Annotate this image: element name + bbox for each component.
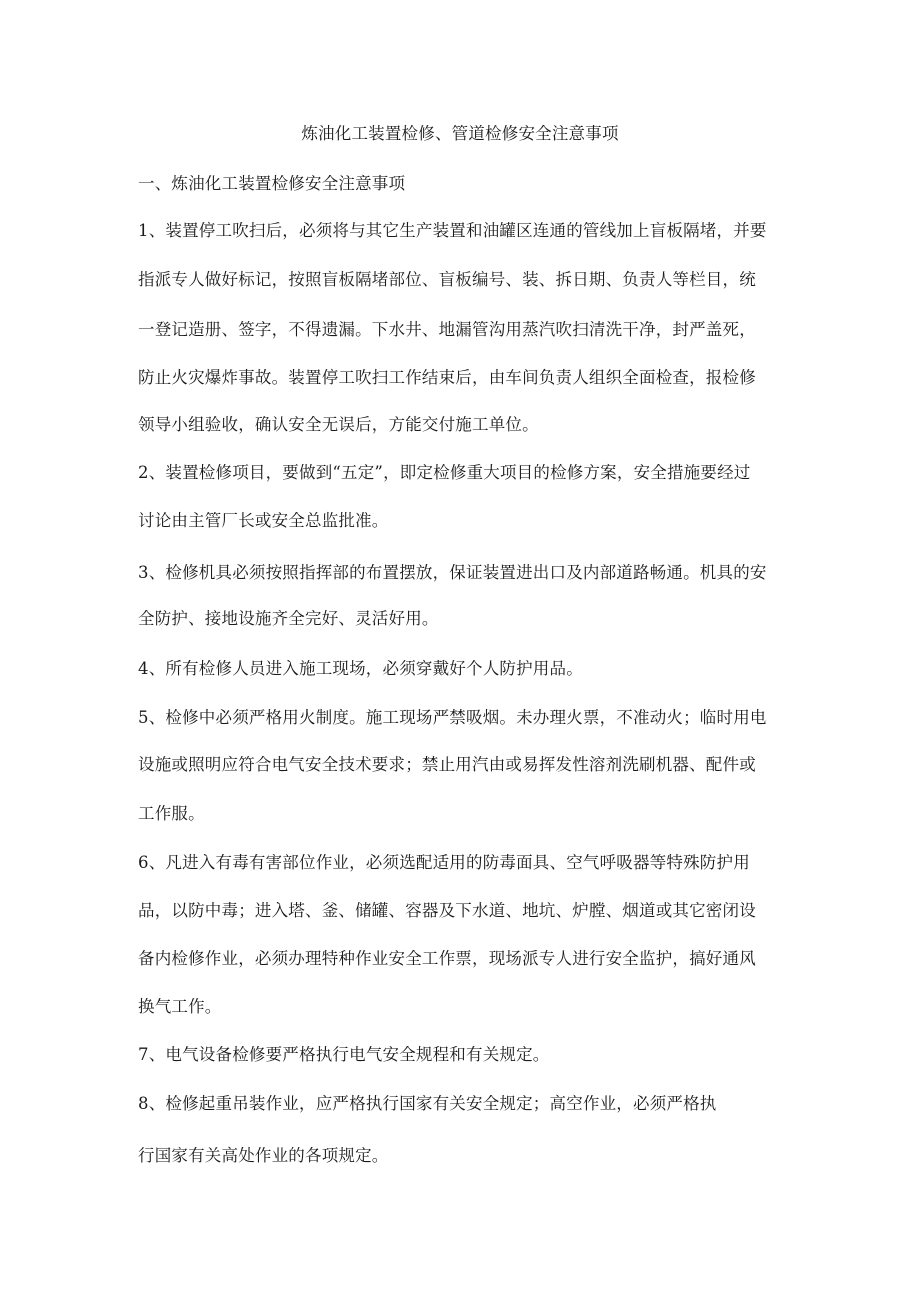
item-1-line-5: 领导小组验收，确认安全无误后，方能交付施工单位。 (138, 415, 539, 434)
item-8-line-1: 8、检修起重吊装作业，应严格执行国家有关安全规定；高空作业，必须严格执 (138, 1094, 717, 1113)
item-1-line-3: 一登记造册、签字，不得遗漏。下水井、地漏管沟用蒸汽吹扫清洗干净，封严盖死， (138, 320, 756, 339)
item-2-line-2: 讨论由主管厂长或安全总监批准。 (138, 511, 389, 530)
item-3-line-2: 全防护、接地设施齐全完好、灵活好用。 (138, 609, 439, 628)
document-title: 炼油化工装置检修、管道检修安全注意事项 (301, 124, 619, 143)
item-5-line-3: 工作服。 (138, 804, 205, 823)
item-5-line-1: 5、检修中必须严格用火制度。施工现场严禁吸烟。未办理火票，不准动火；临时用电 (138, 708, 767, 727)
item-7-line-1: 7、电气设备检修要严格执行电气安全规程和有关规定。 (138, 1045, 550, 1064)
item-1-line-1: 1、装置停工吹扫后，必须将与其它生产装置和油罐区连通的管线加上盲板隔堵，并要 (138, 221, 767, 240)
item-1-line-2: 指派专人做好标记，按照盲板隔堵部位、盲板编号、装、拆日期、负责人等栏目，统 (138, 270, 756, 289)
item-1-line-4: 防止火灾爆炸事故。装置停工吹扫工作结束后，由车间负责人组织全面检查，报检修 (138, 368, 756, 387)
item-3-line-1: 3、检修机具必须按照指挥部的布置摆放，保证装置进出口及内部道路畅通。机具的安 (138, 563, 767, 582)
item-4-line-1: 4、所有检修人员进入施工现场，必须穿戴好个人防护用品。 (138, 659, 583, 678)
item-8-line-2: 行国家有关高处作业的各项规定。 (138, 1146, 389, 1165)
item-6-line-2: 品，以防中毒；进入塔、釜、储罐、容器及下水道、地坑、炉膛、烟道或其它密闭设 (138, 901, 756, 920)
item-5-line-2: 设施或照明应符合电气安全技术要求；禁止用汽由或易挥发性溶剂洗刷机器、配件或 (138, 755, 756, 774)
item-2-line-1: 2、装置检修项目，要做到“五定”，即定检修重大项目的检修方案，安全措施要经过 (138, 463, 751, 482)
section-heading: 一、炼油化工装置检修安全注意事项 (138, 174, 406, 193)
item-6-line-3: 备内检修作业，必须办理特种作业安全工作票，现场派专人进行安全监护，搞好通风 (138, 949, 756, 968)
item-6-line-4: 换气工作。 (138, 997, 222, 1016)
item-6-line-1: 6、凡进入有毒有害部位作业，必须选配适用的防毒面具、空气呼吸器等特殊防护用 (138, 853, 750, 872)
